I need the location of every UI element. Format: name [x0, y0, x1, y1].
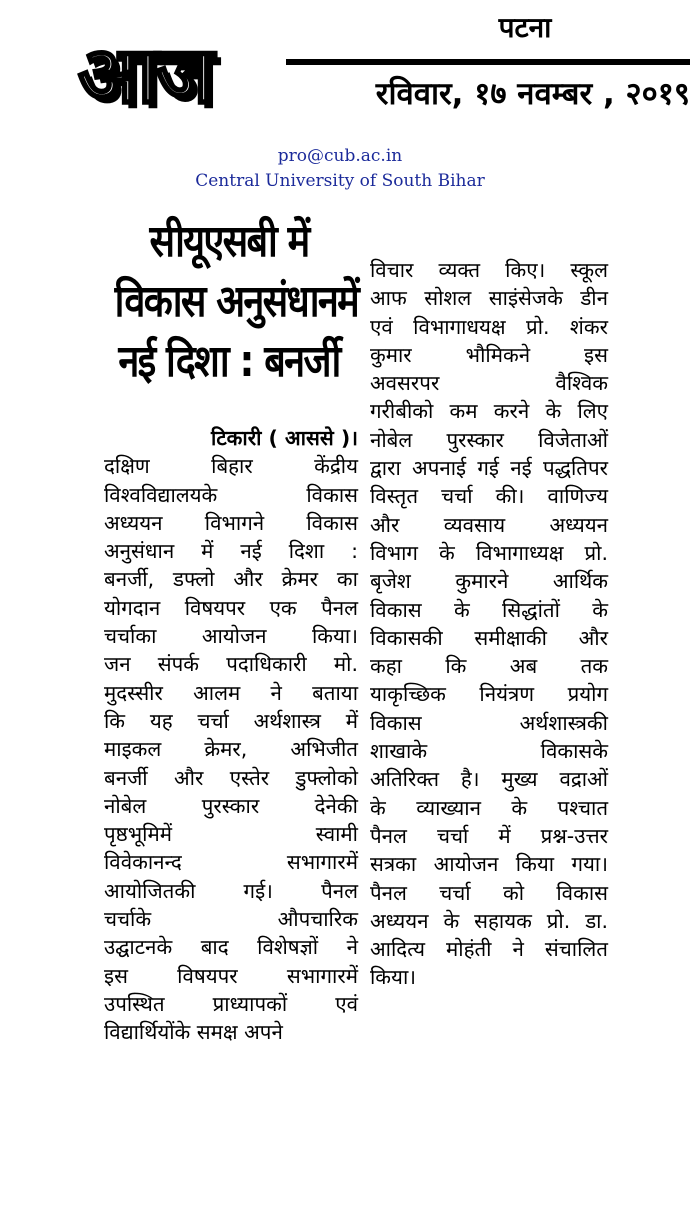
article-line: बृजेश कुमारने आर्थिक [370, 569, 608, 594]
article-dateline: टिकारी ( आससे )। [211, 426, 358, 450]
article-line: विकास अर्थशास्त्रकी [370, 710, 608, 735]
article-line: नोबेल पुरस्कार विजेताओं [370, 427, 608, 452]
edition-date: रविवार, १७ नवम्बर , २०१९ [375, 76, 690, 112]
article-line: अवसरपर वैश्विक [370, 371, 608, 396]
article-line: पैनल चर्चा में प्रश्न-उत्तर [370, 823, 608, 848]
article-line: अनुसंधान में नई दिशा : [104, 539, 358, 564]
article-line: दक्षिण बिहार केंद्रीय [104, 454, 358, 479]
article-line: पैनल चर्चा को विकास [370, 880, 608, 905]
article-line: माइकल क्रेमर, अभिजीत [104, 737, 358, 762]
article-line: कुमार भौमिकने इस [370, 342, 608, 367]
article-line: चर्चाका आयोजन किया। [104, 624, 358, 649]
article-line: एवं विभागाधयक्ष प्रो. शंकर [370, 314, 608, 339]
article-line: इस विषयपर सभागारमें [104, 963, 358, 988]
headline-line: सीयूएसबी में [149, 216, 309, 267]
article-line: अध्ययन के सहायक प्रो. डा. [370, 908, 608, 933]
article-line: किया। [370, 965, 417, 990]
article-line: विस्तृत चर्चा की। वाणिज्य [370, 484, 608, 509]
article-column-left [104, 424, 358, 1047]
article-line: शाखाके विकासके [370, 739, 608, 764]
article-column-right [370, 256, 608, 992]
article-line: विकासकी समीक्षाकी और [370, 625, 608, 650]
source-credit [160, 144, 520, 194]
article-line: विचार व्यक्त किए। स्कूल [370, 258, 608, 282]
article-line: विवेकानन्द सभागारमें [104, 850, 358, 875]
article-line: पृष्ठभूमिमें स्वामी [104, 822, 358, 847]
article-line: चर्चाके औपचारिक [104, 907, 358, 932]
article-line: नोबेल पुरस्कार देनेकी [104, 793, 358, 818]
article-line: कहा कि अब तक [370, 654, 608, 679]
article-line: बनर्जी और एस्तेर डुफ्लोको [104, 765, 358, 790]
article-line: द्वारा अपनाई गई नई पद्धतिपर [370, 456, 608, 481]
article-line: उपस्थित प्राध्यापकों एवं [104, 991, 358, 1016]
article-line: आदित्य मोहंती ने संचालित [370, 937, 608, 962]
article-line: विद्यार्थियोंके समक्ष अपने [104, 1020, 283, 1045]
article-line: अतिरिक्त है। मुख्य वद्राओं [370, 767, 608, 792]
article-line: आफ सोशल साइंसेजके डीन [370, 286, 608, 311]
article-line: जन संपर्क पदाधिकारी मो. [104, 652, 358, 677]
article-line: योगदान विषयपर एक पैनल [104, 595, 358, 620]
logo-text: आज [78, 31, 212, 121]
article-line: विश्वविद्यालयके विकास [104, 482, 358, 507]
article-line: अध्ययन विभागने विकास [104, 510, 358, 535]
article-line: कि यह चर्चा अर्थशास्त्र में [104, 708, 358, 733]
article-line: बनर्जी, डफ्लो और क्रेमर का [104, 567, 358, 592]
source-email[interactable]: pro@cub.ac.in [277, 146, 403, 166]
headline-line: नई दिशा : बनर्जी [118, 336, 340, 387]
article-line: विकास के सिद्धांतों के [370, 597, 608, 622]
masthead-rule [286, 59, 690, 65]
edition-city: पटना [498, 11, 552, 44]
article-line: सत्रका आयोजन किया गया। [370, 852, 608, 877]
article-line: विभाग के विभागाध्यक्ष प्रो. [370, 540, 608, 565]
newspaper-logo [22, 26, 268, 126]
source-institution: Central University of South Bihar [195, 171, 485, 191]
article-line: मुदस्सीर आलम ने बताया [104, 680, 358, 705]
article-line: आयोजितकी गई। पैनल [104, 878, 358, 903]
article-line: याकृच्छिक नियंत्रण प्रयोग [370, 682, 608, 707]
article-line: के व्याख्यान के पश्चात [370, 795, 608, 820]
article-line: गरीबीको कम करने के लिए [370, 399, 608, 424]
article-line: उद्घाटनके बाद विशेषज्ञों ने [104, 935, 358, 960]
article-line: और व्यवसाय अध्ययन [370, 512, 608, 537]
headline-line: विकास अनुसंधानमें [114, 276, 359, 327]
article-headline [96, 212, 362, 392]
